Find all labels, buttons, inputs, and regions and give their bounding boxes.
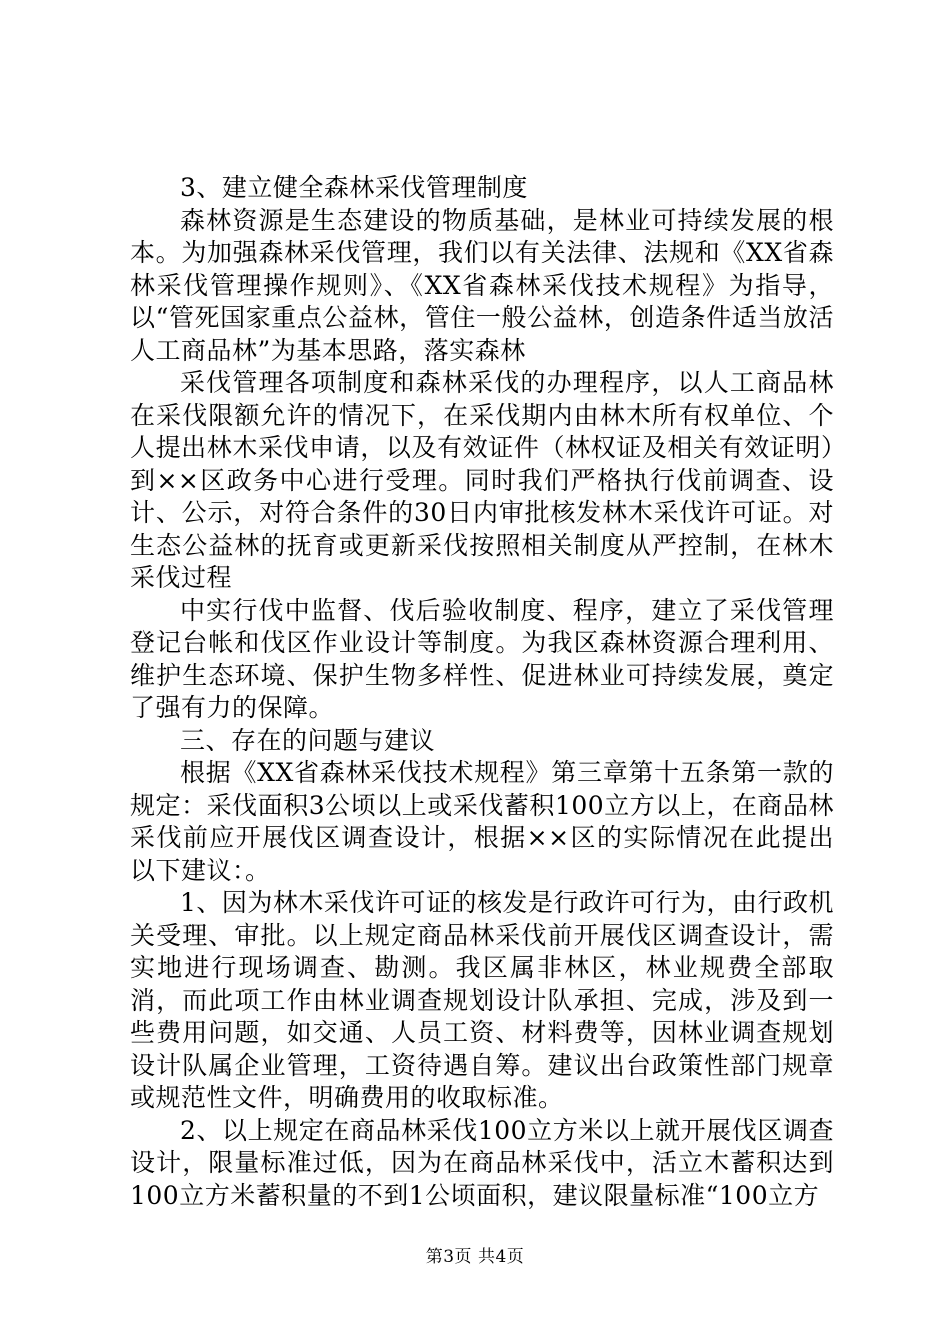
paragraph-harvest-procedures: 采伐管理各项制度和森林采伐的办理程序，以人工商品林在采伐限额允许的情况下，在采伐期内由林木所有权单位、个人提出林木采伐申请，以及有效证件（林权证及相关有效证明）到××区政务中心进行受理。同时我们严格执行伐前调查、设计、公示，对符合条件的30日内审批核发林木采伐许可证。对生态公益林的抚育或更新采伐按照相关制度从严控制，在林木采伐过程 [130, 368, 834, 592]
paragraph-suggestion-1: 1、因为林木采伐许可证的核发是行政许可行为，由行政机关受理、审批。以上规定商品林采伐前开展伐区调查设计，需实地进行现场调查、勘测。我区属非林区，林业规费全部取消，而此项工作由林业调查规划设计队承担、完成，涉及到一些费用问题，如交通、人员工资、材料费等，因林业调查规划设计队属企业管理，工资待遇自筹。建议出台政策性部门规章或规范性文件，明确费用的收取标准。 [130, 888, 834, 1112]
document-body [130, 172, 834, 1212]
page-footer: 第3页 共4页 [425, 1247, 525, 1267]
paragraph-supervision-system: 中实行伐中监督、伐后验收制度、程序，建立了采伐管理登记台帐和伐区作业设计等制度。为我区森林资源合理利用、维护生态环境、保护生物多样性、促进林业可持续发展，奠定了强有力的保障。 [130, 595, 834, 722]
paragraph-forest-resources: 森林资源是生态建设的物质基础，是林业可持续发展的根本。为加强森林采伐管理，我们以有关法律、法规和《XX省森林采伐管理操作规则》、《XX省森林采伐技术规程》为指导，以“管死国家重点公益林，管住一般公益林，创造条件适当放活人工商品林”为基本思路，落实森林 [130, 205, 834, 365]
paragraph-heading-forest-harvest-system: 3、建立健全森林采伐管理制度 [180, 173, 528, 202]
paragraph-regulation-basis: 根据《XX省森林采伐技术规程》第三章第十五条第一款的规定：采伐面积3公顷以上或采伐蓄积100立方以上，在商品林采伐前应开展伐区调查设计，根据××区的实际情况在此提出以下建议：。 [130, 758, 834, 885]
paragraph-suggestion-2: 2、以上规定在商品林采伐100立方米以上就开展伐区调查设计，限量标准过低，因为在商品林采伐中，活立木蓄积达到100立方米蓄积量的不到1公顷面积，建议限量标准“100立方 [130, 1115, 834, 1210]
paragraph-heading-problems-suggestions: 三、存在的问题与建议 [180, 725, 436, 755]
